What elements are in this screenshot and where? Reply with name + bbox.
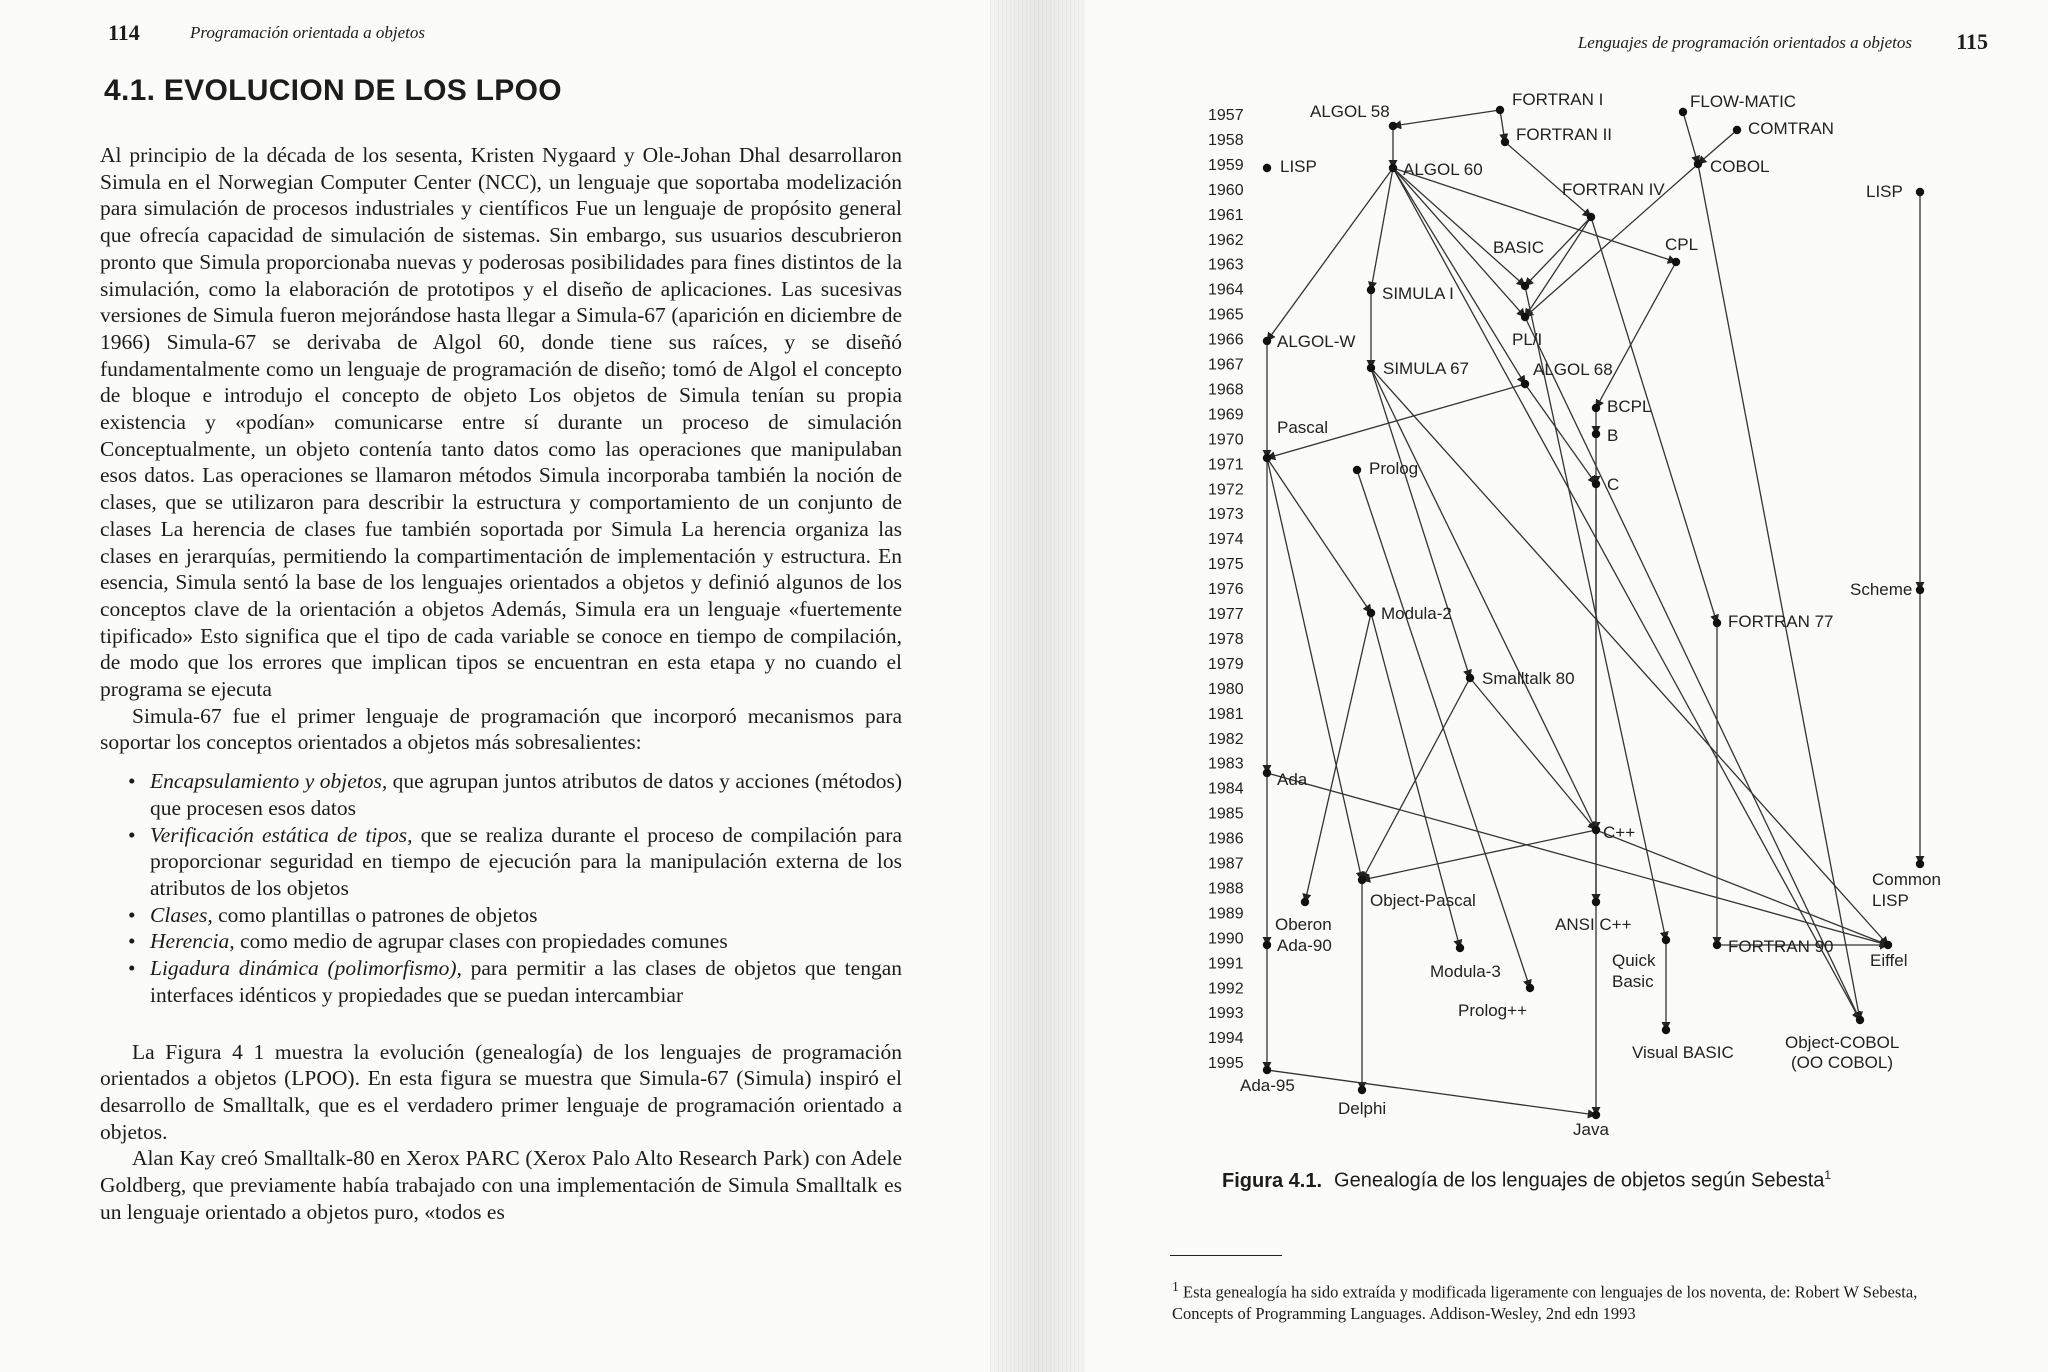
node-objectcobol bbox=[1856, 1016, 1864, 1024]
year-label: 1983 bbox=[1208, 755, 1244, 773]
year-label: 1994 bbox=[1208, 1030, 1244, 1048]
edge-fortran1-fortran2 bbox=[1500, 110, 1505, 142]
running-header-left: Programación orientada a objetos bbox=[190, 23, 425, 42]
node-ada bbox=[1263, 769, 1271, 777]
lang-label-algol58: ALGOL 58 bbox=[1310, 102, 1390, 121]
node-comtran bbox=[1733, 126, 1741, 134]
year-label: 1965 bbox=[1208, 306, 1244, 324]
edge-fortran4-fortran77 bbox=[1591, 217, 1717, 623]
year-label: 1967 bbox=[1208, 356, 1244, 374]
node-commonlisp bbox=[1916, 860, 1924, 868]
node-ansicpp bbox=[1592, 898, 1600, 906]
node-fortran90 bbox=[1713, 941, 1721, 949]
paragraph-1: Al principio de la década de los sesenta, Kristen Nygaard y Ole-Johan Dhal desarrollaron Simula en el Norwegian Computer Center (NCC), un lenguaje que soportaba modelización para simulación de procesos industriales y científicos Fue un lenguaje de propósito general que ofrecía capacidad de simulación de sistemas. Sin embargo, sus usuarios descubrieron pronto que Simula proporcionaba nuevas y poderosas posibilidades para fines distintos de la simulación, como la elaboración de prototipos y el diseño de aplicaciones. Las sucesivas versiones de Simula fueron mejorándose hasta llegar a Simula-67 (aparición en diciembre de 1966) Simula-67 se derivaba de Algol 60, donde tiene sus raíces, y se diseñó fundamentalmente como un lenguaje de programación de diseño; tomó de Algol el concepto de bloque e introdujo el concepto de objeto Los objetos de Simula tenían su propia existencia y «podían» comunicarse entre sí durante un proceso de simulación Conceptualmente, un objeto contenía tanto datos como las operaciones que manipulaban esos datos. Las operaciones se llamaron métodos Simula incorporaba también la noción de clases, que se utilizaron para describir la estructura y comportamiento de un conjunto de clases La herencia de clases fue también soportada por Simula La herencia organiza las clases en jerarquías, permitiendo la compartimentación de implementación y estructura. En esencia, Simula sentó la base de los lenguajes orientados a objetos y definió algunos de los conceptos clave de la orientación a objetos Además, Simula era un lenguaje «fuertemente tipificado» Esto significa que el tipo de cada variable se conoce en tiempo de compilación, de modo que los errores que implican tipos se encuentran en esta etapa y no cuando el programa se ejecuta bbox=[100, 143, 902, 702]
year-label: 1990 bbox=[1208, 930, 1244, 948]
lang-label-ada90: Ada-90 bbox=[1277, 936, 1332, 955]
node-basic bbox=[1521, 282, 1529, 290]
running-header-right: Lenguajes de programación orientados a objetos bbox=[1577, 33, 1912, 52]
node-cpl bbox=[1672, 258, 1680, 266]
node-visualbasic bbox=[1662, 1026, 1670, 1034]
year-label: 1980 bbox=[1208, 680, 1244, 698]
lang-label-lisp2: LISP bbox=[1866, 182, 1903, 201]
node-prolog bbox=[1353, 466, 1361, 474]
lang-label-fortran2: FORTRAN II bbox=[1516, 125, 1613, 144]
lang-label-algolw: ALGOL-W bbox=[1277, 332, 1356, 351]
lang-label-ansicpp: ANSI C++ bbox=[1555, 915, 1632, 934]
lang-label-modula3: Modula-3 bbox=[1430, 962, 1501, 981]
page-number-left: 114 bbox=[108, 20, 140, 45]
year-label: 1957 bbox=[1208, 107, 1244, 124]
year-label: 1968 bbox=[1208, 381, 1244, 399]
node-algol58 bbox=[1389, 122, 1397, 130]
lang-label-algol68: ALGOL 68 bbox=[1533, 360, 1613, 379]
lang-label-visualbasic: Visual BASIC bbox=[1632, 1043, 1734, 1062]
year-label: 1977 bbox=[1208, 606, 1244, 623]
lang-label-pli: PL/I bbox=[1512, 330, 1543, 349]
node-fortran77 bbox=[1713, 619, 1721, 627]
year-label: 1961 bbox=[1208, 206, 1244, 224]
node-fortran1 bbox=[1496, 106, 1504, 114]
lang-label-flowmatic: FLOW-MATIC bbox=[1690, 92, 1797, 111]
list-item: • Encapsulamiento y objetos, que agrupan juntos atributos de datos y acciones (métodos) que procesen esos datos bbox=[150, 768, 902, 821]
node-modula3 bbox=[1456, 944, 1464, 952]
node-lisp bbox=[1263, 164, 1271, 172]
year-label: 1969 bbox=[1208, 406, 1244, 424]
footnote-rule bbox=[1170, 1255, 1282, 1256]
year-label: 1989 bbox=[1208, 905, 1244, 923]
lang-label-pascal: Pascal bbox=[1277, 418, 1329, 437]
node-objectpascal bbox=[1358, 876, 1366, 884]
lang-label-fortran90: FORTRAN 90 bbox=[1728, 937, 1834, 956]
node-lisp2 bbox=[1916, 188, 1924, 196]
lang-label-b: B bbox=[1607, 426, 1619, 445]
lang-label-algol60: ALGOL 60 bbox=[1403, 160, 1483, 179]
node-pascal bbox=[1263, 454, 1271, 462]
year-label: 1986 bbox=[1208, 830, 1244, 848]
edge-fortran1-algol58 bbox=[1393, 110, 1500, 126]
node-b bbox=[1592, 430, 1600, 438]
list-item: • Clases, como plantillas o patrones de objetos bbox=[150, 902, 902, 929]
lang-label-cpl: CPL bbox=[1665, 235, 1699, 254]
lang-label-commonlisp2: LISP bbox=[1872, 891, 1909, 910]
edge-flowmatic-cobol bbox=[1683, 112, 1698, 164]
node-scheme bbox=[1916, 586, 1924, 594]
lang-label-fortran4: FORTRAN IV bbox=[1562, 180, 1665, 199]
node-algol60 bbox=[1389, 164, 1397, 172]
lang-label-modula2: Modula-2 bbox=[1381, 604, 1452, 623]
year-label: 1964 bbox=[1208, 281, 1244, 299]
paragraph-2: Simula-67 fue el primer lenguaje de programación que incorporó mecanismos para soportar los conceptos orientados a objetos más sobresalientes: bbox=[100, 703, 902, 755]
section-title: 4.1. EVOLUCION DE LOS LPOO bbox=[104, 74, 562, 107]
lang-label-fortran1: FORTRAN I bbox=[1512, 90, 1604, 109]
year-label: 1979 bbox=[1208, 655, 1244, 673]
year-label: 1995 bbox=[1208, 1055, 1244, 1073]
node-flowmatic bbox=[1679, 108, 1687, 116]
lang-label-bcpl: BCPL bbox=[1607, 397, 1652, 416]
year-label: 1993 bbox=[1208, 1005, 1244, 1023]
year-label: 1988 bbox=[1208, 880, 1244, 898]
lang-label-objectcobol2: (OO COBOL) bbox=[1791, 1053, 1894, 1072]
paragraph-3: La Figura 4 1 muestra la evolución (genealogía) de los lenguajes de programación orientados a objetos (LPOO). En esta figura se muestra que Simula-67 (Simula) inspiró el desarrollo de Smalltalk, que es el verdadero primer lenguaje de programación orientado a objetos. bbox=[100, 1039, 902, 1144]
lang-label-quick2: Basic bbox=[1612, 972, 1654, 991]
edge-pascal-modula2 bbox=[1267, 458, 1371, 613]
edge-algol60-algol68 bbox=[1393, 168, 1525, 384]
page-number-right: 115 bbox=[1956, 29, 1988, 54]
edge-smalltalk80-objectpascal bbox=[1362, 678, 1470, 880]
edge-algol68-c bbox=[1525, 384, 1596, 484]
node-simula67 bbox=[1367, 364, 1375, 372]
diagram-labels bbox=[1240, 90, 1941, 1139]
lang-label-objectcobol1: Object-COBOL bbox=[1785, 1033, 1900, 1052]
year-label: 1985 bbox=[1208, 805, 1244, 823]
lang-label-oberon: Oberon bbox=[1275, 915, 1332, 934]
node-pli bbox=[1521, 313, 1529, 321]
lang-label-cobol: COBOL bbox=[1710, 157, 1770, 176]
caption-superscript: 1 bbox=[1824, 1168, 1832, 1182]
lang-label-commonlisp1: Common bbox=[1872, 870, 1941, 889]
edge-modula2-oberon bbox=[1305, 613, 1371, 902]
node-eiffel bbox=[1884, 941, 1892, 949]
node-cpp bbox=[1592, 826, 1600, 834]
year-label: 1963 bbox=[1208, 256, 1244, 274]
node-cobol bbox=[1694, 160, 1702, 168]
lang-label-ada95: Ada-95 bbox=[1240, 1076, 1295, 1095]
lang-label-cpp: C++ bbox=[1603, 823, 1636, 842]
node-quick bbox=[1662, 936, 1670, 944]
year-label: 1959 bbox=[1208, 156, 1244, 174]
lang-label-lisp: LISP bbox=[1280, 157, 1317, 176]
node-java bbox=[1592, 1111, 1600, 1119]
year-label: 1984 bbox=[1208, 780, 1244, 798]
lang-label-prologpp: Prolog++ bbox=[1458, 1001, 1527, 1020]
lang-label-scheme: Scheme bbox=[1850, 580, 1913, 599]
lang-label-prolog: Prolog bbox=[1369, 459, 1419, 478]
year-label: 1958 bbox=[1208, 131, 1244, 149]
footnote-text: Esta genealogía ha sido extraída y modificada ligeramente con lenguajes de los noventa, de: Robert W Sebesta, Concepts of Programming Languages. Addison-Wesley, 2nd edn 1993 bbox=[1172, 1282, 1918, 1323]
edge-pascal-objectpascal bbox=[1267, 458, 1362, 880]
node-fortran2 bbox=[1501, 138, 1509, 146]
node-algol68 bbox=[1521, 380, 1529, 388]
edge-cobol-objectcobol bbox=[1698, 164, 1860, 1020]
year-axis bbox=[1208, 107, 1244, 1072]
footnote bbox=[1172, 1276, 1972, 1324]
lang-label-java: Java bbox=[1573, 1120, 1609, 1139]
edge-prolog-prologpp bbox=[1357, 470, 1530, 988]
node-algolw bbox=[1263, 337, 1271, 345]
edge-ada95-java bbox=[1267, 1070, 1596, 1115]
node-bcpl bbox=[1592, 404, 1600, 412]
year-label: 1966 bbox=[1208, 331, 1244, 349]
edge-cpp-eiffel bbox=[1596, 830, 1888, 945]
lang-label-simula1: SIMULA I bbox=[1382, 284, 1454, 303]
lang-label-quick1: Quick bbox=[1612, 951, 1656, 970]
year-label: 1974 bbox=[1208, 531, 1244, 549]
lang-label-objectpascal: Object-Pascal bbox=[1370, 891, 1476, 910]
paragraph-4: Alan Kay creó Smalltalk-80 en Xerox PARC (Xerox Palo Alto Research Park) con Adele Goldberg, que previamente había trabajado con una implementación de Simula Smalltalk es un lenguaje orientado a objetos puro, «todos es bbox=[100, 1146, 902, 1224]
lang-label-eiffel: Eiffel bbox=[1870, 951, 1908, 970]
edge-algol60-basic bbox=[1393, 168, 1525, 286]
lang-label-basic: BASIC bbox=[1493, 238, 1545, 257]
figure-caption bbox=[1222, 1168, 1831, 1193]
node-prologpp bbox=[1526, 984, 1534, 992]
year-label: 1981 bbox=[1208, 705, 1244, 723]
lang-label-c: C bbox=[1607, 475, 1620, 494]
node-c bbox=[1592, 480, 1600, 488]
year-label: 1975 bbox=[1208, 556, 1244, 574]
caption-text: Genealogía de los lenguajes de objetos según Sebesta bbox=[1334, 1169, 1825, 1192]
lang-label-delphi: Delphi bbox=[1338, 1099, 1387, 1118]
year-label: 1987 bbox=[1208, 855, 1244, 873]
edge-simula67-eiffel bbox=[1371, 368, 1888, 945]
caption-label: Figura 4.1. bbox=[1222, 1169, 1323, 1192]
lang-label-simula67: SIMULA 67 bbox=[1383, 359, 1469, 378]
node-oberon bbox=[1301, 898, 1309, 906]
list-item: • Verificación estática de tipos, que se realiza durante el proceso de compilación para proporcionar seguridad en tiempo de ejecución para la manipulación externa de los atributos de los objetos bbox=[150, 822, 902, 902]
node-simula1 bbox=[1367, 286, 1375, 294]
year-label: 1978 bbox=[1208, 630, 1244, 648]
lang-label-comtran: COMTRAN bbox=[1748, 119, 1834, 138]
edge-algol60-simula1 bbox=[1371, 168, 1393, 290]
year-label: 1992 bbox=[1208, 980, 1244, 998]
year-label: 1991 bbox=[1208, 955, 1244, 973]
node-ada90 bbox=[1263, 941, 1271, 949]
node-fortran4 bbox=[1587, 213, 1595, 221]
list-item: • Herencia, como medio de agrupar clases con propiedades comunes bbox=[150, 928, 902, 955]
year-label: 1970 bbox=[1208, 431, 1244, 449]
year-label: 1972 bbox=[1208, 481, 1244, 499]
footnote-mark: 1 bbox=[1172, 1279, 1179, 1294]
lang-label-ada: Ada bbox=[1277, 770, 1308, 789]
node-delphi bbox=[1358, 1086, 1366, 1094]
year-label: 1973 bbox=[1208, 506, 1244, 524]
node-smalltalk80 bbox=[1466, 674, 1474, 682]
lang-label-fortran77: FORTRAN 77 bbox=[1728, 612, 1834, 631]
year-label: 1971 bbox=[1208, 456, 1244, 474]
list-item: • Ligadura dinámica (polimorfismo), para permitir a las clases de objetos que tengan interfaces idénticos y propiedades que se puedan intercambiar bbox=[150, 955, 902, 1008]
edge-algol60-algolw bbox=[1267, 168, 1393, 341]
year-label: 1960 bbox=[1208, 181, 1244, 199]
node-ada95 bbox=[1263, 1066, 1271, 1074]
node-modula2 bbox=[1367, 609, 1375, 617]
year-label: 1962 bbox=[1208, 231, 1244, 249]
edge-cpl-bcpl bbox=[1596, 262, 1676, 408]
year-label: 1982 bbox=[1208, 730, 1244, 748]
lang-label-smalltalk80: Smalltalk 80 bbox=[1482, 669, 1575, 688]
year-label: 1976 bbox=[1208, 581, 1244, 599]
